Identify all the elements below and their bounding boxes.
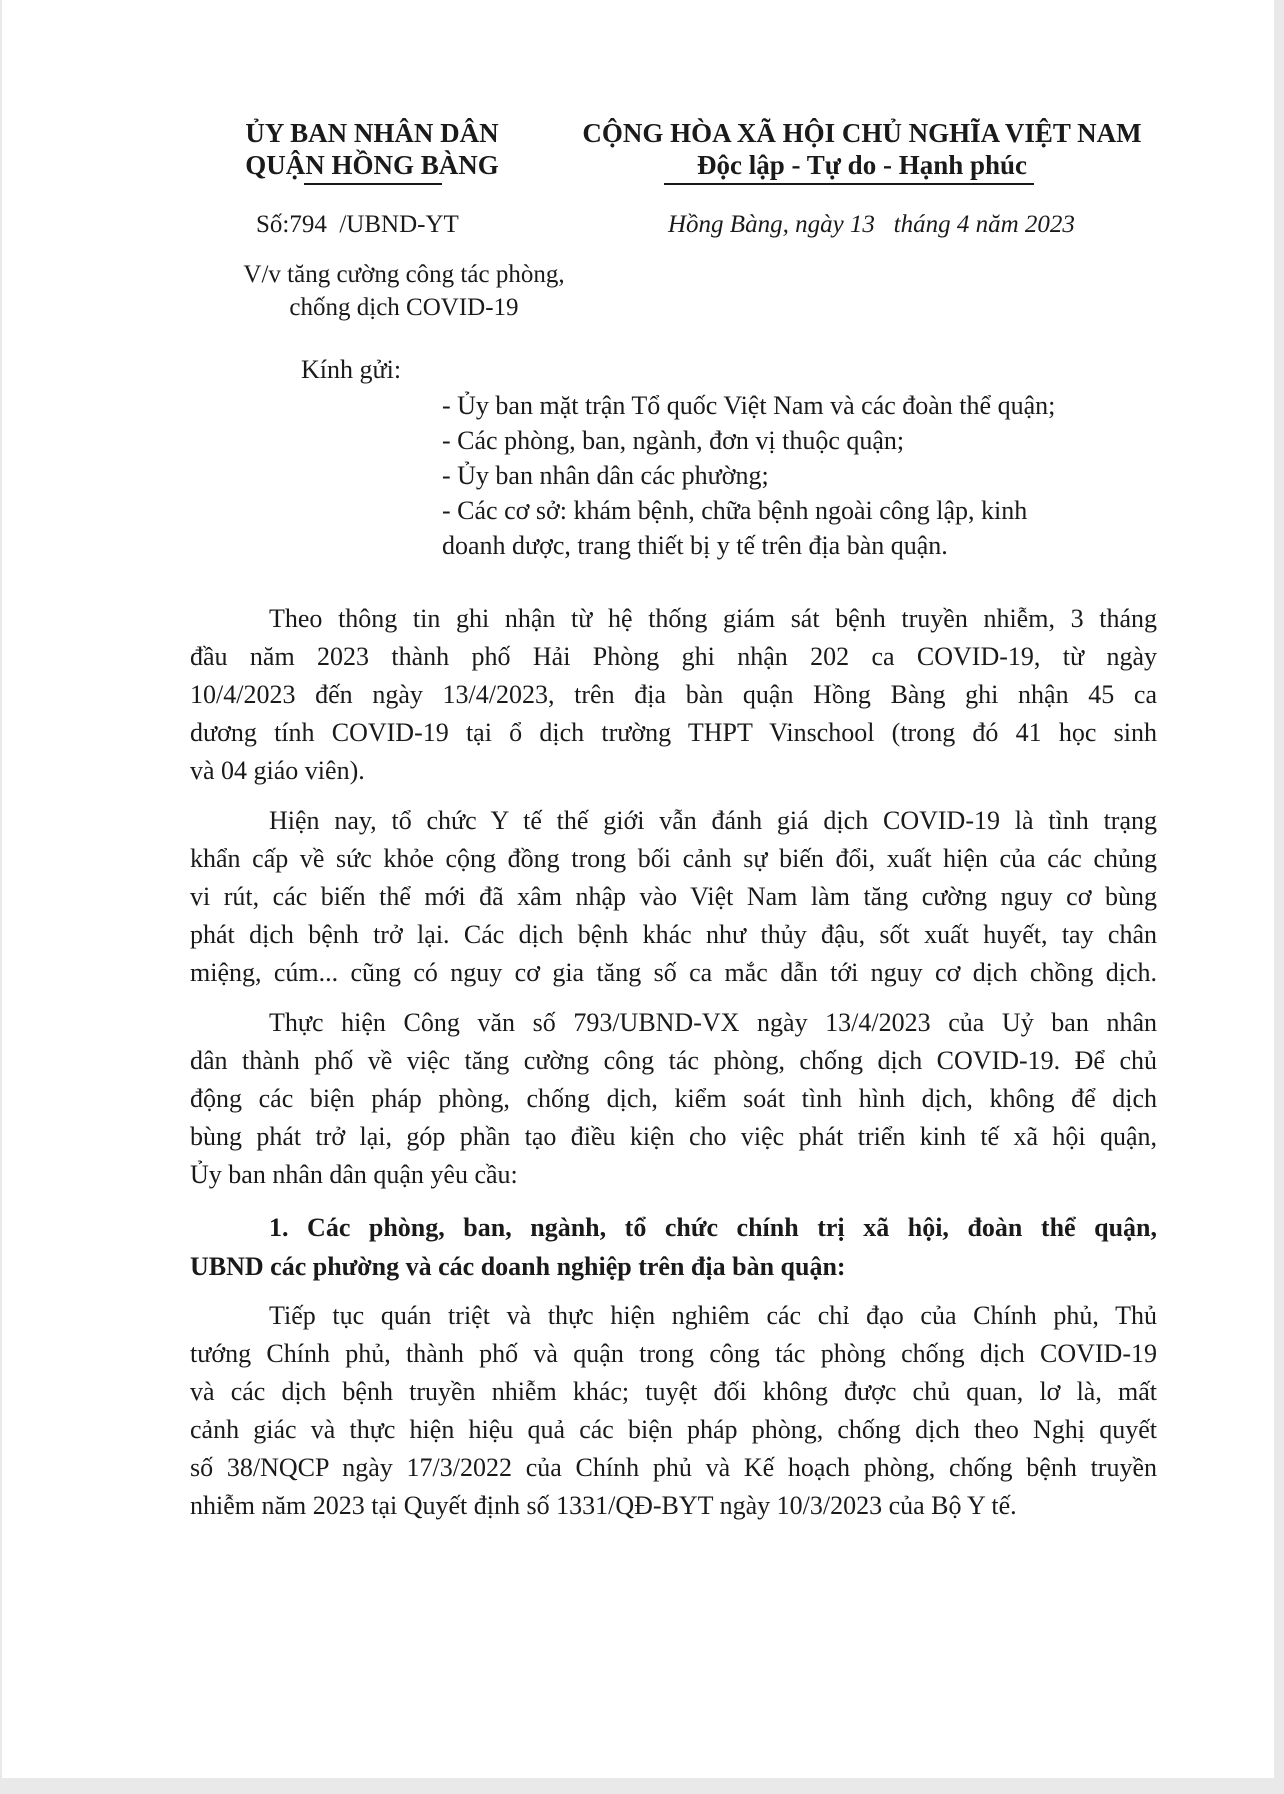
- paragraph-line: bùng phát trở lại, góp phần tạo điều kiện cho việc phát triển kinh tế xã hội quận,: [190, 1122, 1157, 1151]
- paragraph-line: khẩn cấp về sức khỏe cộng đồng trong bối cảnh sự biến đổi, xuất hiện của các chủng: [190, 844, 1157, 873]
- paragraph-line: số 38/NQCP ngày 17/3/2022 của Chính phủ và Kế hoạch phòng, chống bệnh truyền: [190, 1453, 1157, 1482]
- paragraph-line: dương tính COVID-19 tại ổ dịch trường THPT Vinschool (trong đó 41 học sinh: [190, 718, 1157, 747]
- paragraph-line: nhiễm năm 2023 tại Quyết định số 1331/QĐ-BYT ngày 10/3/2023 của Bộ Y tế.: [190, 1491, 1017, 1520]
- paragraph-line: miệng, cúm... cũng có nguy cơ gia tăng số ca mắc dẫn tới nguy cơ dịch chồng dịch.: [190, 958, 1157, 987]
- paragraph-line: Theo thông tin ghi nhận từ hệ thống giám sát bệnh truyền nhiễm, 3 tháng: [269, 604, 1157, 633]
- recipient-item: doanh dược, trang thiết bị y tế trên địa bàn quận.: [442, 531, 948, 560]
- paragraph-line: phát dịch bệnh trở lại. Các dịch bệnh khác như thủy đậu, sốt xuất huyết, tay chân: [190, 920, 1157, 949]
- number-value: 794: [289, 211, 327, 238]
- paragraph-line: cảnh giác và thực hiện hiệu quả các biện pháp phòng, chống dịch theo Nghị quyết: [190, 1415, 1157, 1444]
- paragraph-line: Ủy ban nhân dân quận yêu cầu:: [190, 1160, 518, 1189]
- paragraph-line: và các dịch bệnh truyền nhiễm khác; tuyệt đối không được chủ quan, lơ là, mất: [190, 1377, 1157, 1406]
- section-heading-line: 1. Các phòng, ban, ngành, tổ chức chính trị xã hội, đoàn thể quận,: [269, 1213, 1157, 1242]
- recipients-label: Kính gửi:: [301, 355, 402, 384]
- paragraph-line: vi rút, các biến thể mới đã xâm nhập vào Việt Nam làm tăng cường nguy cơ bùng: [190, 882, 1157, 911]
- recipient-item: - Các phòng, ban, ngành, đơn vị thuộc quận;: [442, 426, 905, 455]
- date-day: 13: [849, 211, 875, 238]
- section-heading-line: UBND các phường và các doanh nghiệp trên địa bàn quận:: [190, 1252, 846, 1281]
- recipient-item: - Ủy ban nhân dân các phường;: [442, 461, 769, 490]
- issuer-district: QUẬN HỒNG BÀNG: [245, 150, 499, 180]
- document-page: [2, 0, 1274, 1778]
- subject-line-1: V/v tăng cường công tác phòng,: [243, 261, 565, 288]
- date-month: 4: [956, 211, 970, 238]
- recipient-item: - Ủy ban mặt trận Tổ quốc Việt Nam và các đoàn thể quận;: [442, 391, 1056, 420]
- paragraph-line: đầu năm 2023 thành phố Hải Phòng ghi nhận 202 ca COVID-19, từ ngày: [190, 642, 1157, 671]
- paragraph-line: 10/4/2023 đến ngày 13/4/2023, trên địa bàn quận Hồng Bàng ghi nhận 45 ca: [190, 680, 1157, 709]
- paragraph-line: Tiếp tục quán triệt và thực hiện nghiêm các chỉ đạo của Chính phủ, Thủ: [269, 1301, 1157, 1330]
- paragraph-line: động các biện pháp phòng, chống dịch, kiểm soát tình hình dịch, không để dịch: [190, 1084, 1157, 1113]
- document-date: [668, 212, 1075, 237]
- recipient-item: - Các cơ sở: khám bệnh, chữa bệnh ngoài công lập, kinh: [442, 496, 1028, 525]
- national-title: CỘNG HÒA XÃ HỘI CHỦ NGHĨA VIỆT NAM: [582, 118, 1142, 148]
- date-year: năm 2023: [975, 211, 1075, 238]
- number-prefix: Số:: [256, 211, 290, 238]
- date-month-word: tháng: [893, 211, 951, 238]
- paragraph-line: Hiện nay, tổ chức Y tế thế giới vẫn đánh giá dịch COVID-19 là tình trạng: [269, 806, 1157, 835]
- paragraph-line: Thực hiện Công văn số 793/UBND-VX ngày 13/4/2023 của Uỷ ban nhân: [269, 1008, 1157, 1037]
- paragraph-line: tướng Chính phủ, thành phố và quận trong công tác phòng chống dịch COVID-19: [190, 1339, 1157, 1368]
- paragraph-line: và 04 giáo viên).: [190, 756, 365, 785]
- issuer-name: ỦY BAN NHÂN DÂN: [245, 118, 499, 148]
- issuer-underline: [304, 183, 442, 185]
- subject-line-2: chống dịch COVID-19: [289, 294, 519, 321]
- number-suffix: /UBND-YT: [339, 211, 459, 238]
- document-number: [256, 212, 459, 237]
- motto-underline: [664, 183, 1034, 185]
- date-place: Hồng Bàng, ngày: [668, 211, 844, 238]
- paragraph-line: dân thành phố về việc tăng cường công tác phòng, chống dịch COVID-19. Để chủ: [190, 1046, 1157, 1075]
- national-motto: Độc lập - Tự do - Hạnh phúc: [696, 150, 1028, 180]
